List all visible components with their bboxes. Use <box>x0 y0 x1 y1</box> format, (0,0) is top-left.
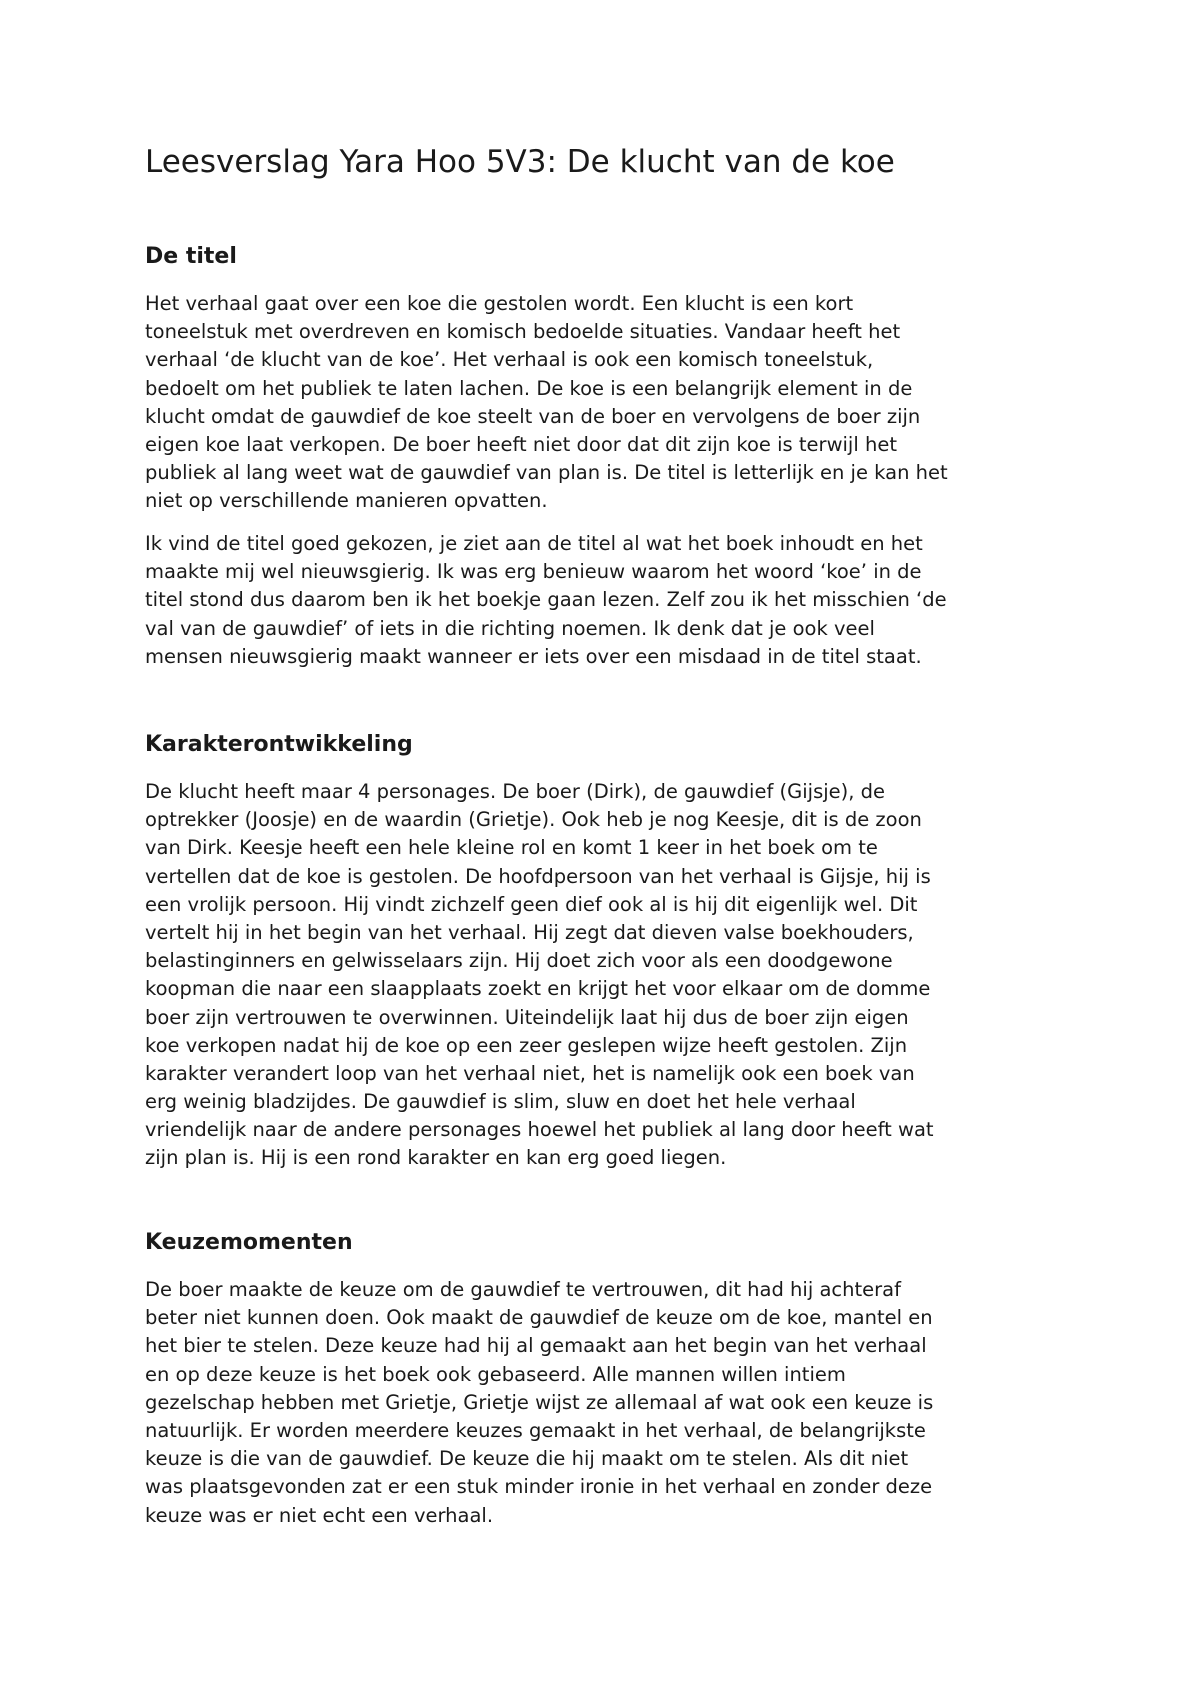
text-line: verhaal ‘de klucht van de koe’. Het verhaal is ook een komisch toneelstuk, <box>145 348 874 372</box>
text-line: zijn plan is. Hij is een rond karakter en kan erg goed liegen. <box>145 1146 727 1170</box>
text-line: natuurlijk. Er worden meerdere keuzes gemaakt in het verhaal, de belangrijkste <box>145 1418 926 1442</box>
text-line: het bier te stelen. Deze keuze had hij al gemaakt aan het begin van het verhaal <box>145 1334 927 1358</box>
text-line: vriendelijk naar de andere personages hoewel het publiek al lang door heeft wat <box>145 1118 934 1142</box>
text-line: titel stond dus daarom ben ik het boekje gaan lezen. Zelf zou ik het misschien ‘de <box>145 588 947 612</box>
text-line: keuze is die van de gauwdief. De keuze die hij maakt om te stelen. Als dit niet <box>145 1447 909 1471</box>
section-heading-karakterontwikkeling: Karakterontwikkeling <box>145 732 413 757</box>
text-line: belastinginners en gelwisselaars zijn. Hij doet zich voor als een doodgewone <box>145 949 893 973</box>
text-line: De boer maakte de keuze om de gauwdief te vertrouwen, dit had hij achteraf <box>145 1278 901 1301</box>
paragraph-karakter-1 <box>145 778 934 1173</box>
paragraph-titel-1 <box>145 290 948 516</box>
text-line: van Dirk. Keesje heeft een hele kleine rol en komt 1 keer in het boek om te <box>145 836 878 860</box>
text-line: eigen koe laat verkopen. De boer heeft niet door dat dit zijn koe is terwijl het <box>145 432 897 456</box>
text-line: een vrolijk persoon. Hij vindt zichzelf geen dief ook al is hij dit eigenlijk wel. Dit <box>145 892 918 916</box>
text-line: De klucht heeft maar 4 personages. De boer (Dirk), de gauwdief (Gijsje), de <box>145 780 886 803</box>
text-line: bedoelt om het publiek te laten lachen. De koe is een belangrijk element in de <box>145 376 913 400</box>
document-title: Leesverslag Yara Hoo 5V3: De klucht van de koe <box>145 144 895 180</box>
text-line: beter niet kunnen doen. Ook maakt de gauwdief de keuze om de koe, mantel en <box>145 1306 933 1330</box>
text-line: val van de gauwdief’ of iets in die richting noemen. Ik denk dat je ook veel <box>145 616 875 640</box>
text-line: was plaatsgevonden zat er een stuk minder ironie in het verhaal en zonder deze <box>145 1475 933 1499</box>
text-line: niet op verschillende manieren opvatten. <box>145 489 548 513</box>
text-line: karakter verandert loop van het verhaal niet, het is namelijk ook een boek van <box>145 1061 915 1085</box>
text-line: koe verkopen nadat hij de koe op een zeer geslepen wijze heeft gestolen. Zijn <box>145 1033 908 1057</box>
text-line: publiek al lang weet wat de gauwdief van plan is. De titel is letterlijk en je kan het <box>145 461 948 485</box>
text-line: Het verhaal gaat over een koe die gestolen wordt. Een klucht is een kort <box>145 292 854 315</box>
text-line: erg weinig bladzijdes. De gauwdief is slim, sluw en doet het hele verhaal <box>145 1090 856 1114</box>
paragraph-titel-2 <box>145 530 947 671</box>
text-line: Ik vind de titel goed gekozen, je ziet aan de titel al wat het boek inhoudt en het <box>145 532 923 555</box>
paragraph-keuze-1 <box>145 1276 933 1530</box>
text-line: mensen nieuwsgierig maakt wanneer er iets over een misdaad in de titel staat. <box>145 644 922 668</box>
text-line: maakte mij wel nieuwsgierig. Ik was erg benieuw waarom het woord ‘koe’ in de <box>145 560 922 584</box>
text-line: vertelt hij in het begin van het verhaal. Hij zegt dat dieven valse boekhouders, <box>145 920 914 944</box>
text-line: optrekker (Joosje) en de waardin (Grietje). Ook heb je nog Keesje, dit is de zoon <box>145 808 922 832</box>
text-line: toneelstuk met overdreven en komisch bedoelde situaties. Vandaar heeft het <box>145 320 901 344</box>
text-line: vertellen dat de koe is gestolen. De hoofdpersoon van het verhaal is Gijsje, hij is <box>145 864 931 888</box>
text-line: koopman die naar een slaapplaats zoekt en krijgt het voor elkaar om de domme <box>145 977 931 1001</box>
text-line: gezelschap hebben met Grietje, Grietje wijst ze allemaal af wat ook een keuze is <box>145 1390 934 1414</box>
section-heading-de-titel: De titel <box>145 244 237 269</box>
section-heading-keuzemomenten: Keuzemomenten <box>145 1230 353 1255</box>
text-line: klucht omdat de gauwdief de koe steelt van de boer en vervolgens de boer zijn <box>145 404 921 428</box>
text-line: en op deze keuze is het boek ook gebaseerd. Alle mannen willen intiem <box>145 1362 846 1386</box>
text-line: boer zijn vertrouwen te overwinnen. Uiteindelijk laat hij dus de boer zijn eigen <box>145 1005 909 1029</box>
text-line: keuze was er niet echt een verhaal. <box>145 1503 494 1527</box>
